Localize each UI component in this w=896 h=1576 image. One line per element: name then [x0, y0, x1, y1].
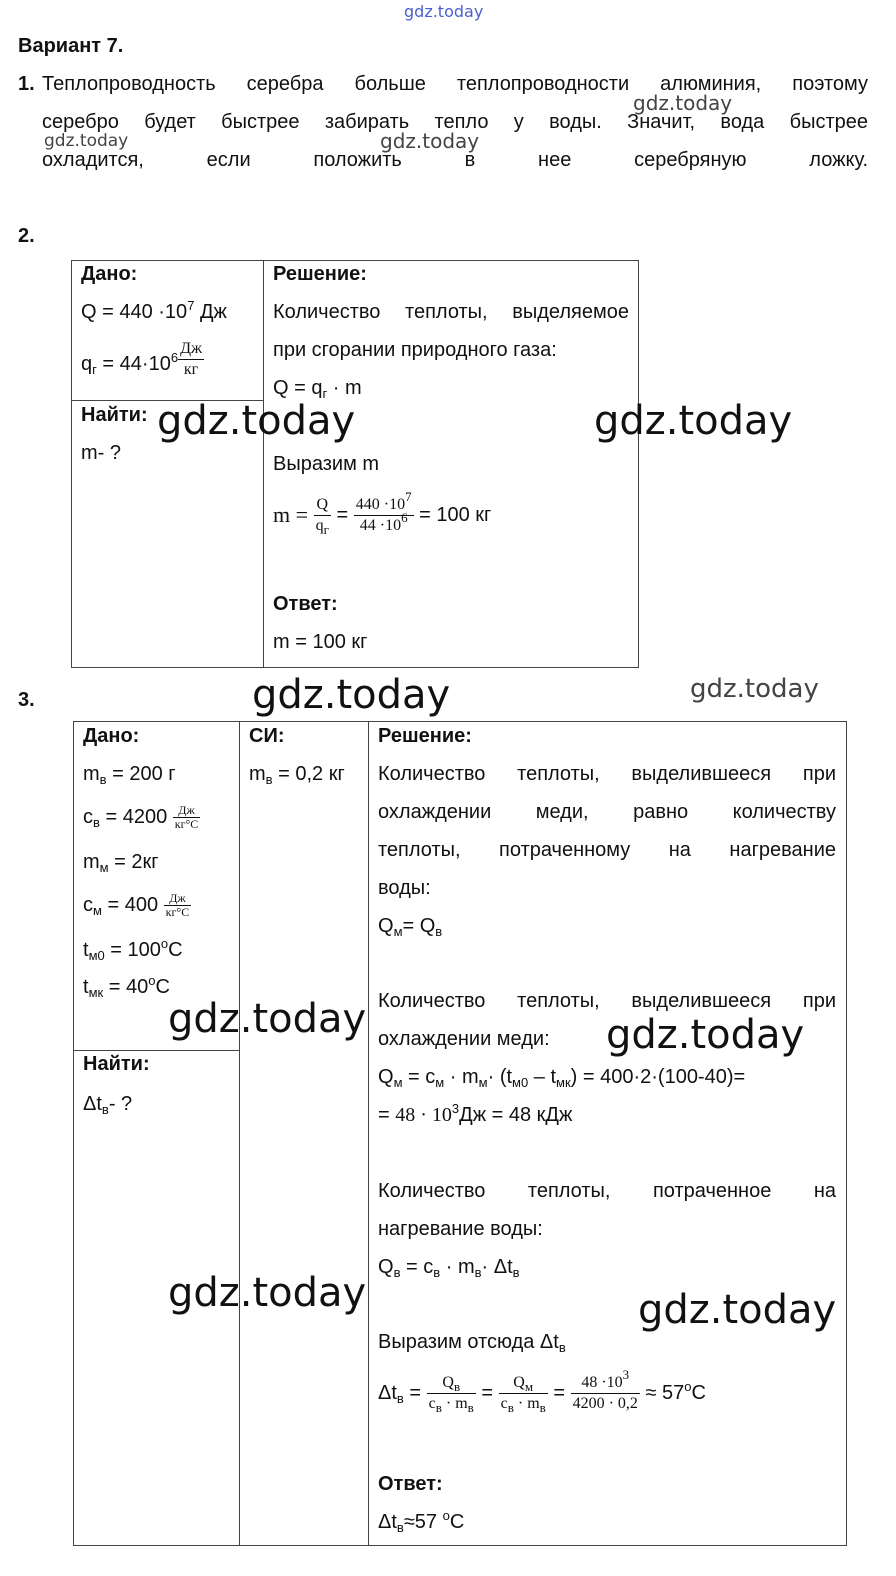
task2-answer-value: m = 100 кг [273, 631, 368, 653]
task3-p3-line1: Количество теплоты, потраченное на [378, 1180, 836, 1202]
task3-given-tmk: $t_{мк} = 40^оС$ [83, 973, 170, 1000]
task2-express: Выразим m [273, 453, 380, 475]
task3-given-tm0: $t_{м0} = 100^оС$ [83, 936, 183, 963]
task3-balance: $Q_м= Q_в$ [378, 915, 443, 939]
task2-given-q: $Q = 440 \cdot 10^7$ Дж [81, 298, 227, 323]
task3-p3-line2: нагревание воды: [378, 1218, 543, 1240]
task1-number: 1. [18, 73, 35, 95]
task2-given-header: Дано: [81, 263, 138, 285]
variant-title: Вариант 7. [18, 35, 124, 57]
task3-answer-value: $\Delta t_в\approx 57$ $^о$С [378, 1508, 465, 1535]
task2-solution-header: Решение: [273, 263, 367, 285]
task3-find-value: $\Delta t_в-$ ? [83, 1093, 133, 1117]
watermark: gdz.today [594, 398, 793, 444]
watermark: gdz.today [380, 129, 480, 153]
task3-p2-line2: охлаждении меди: [378, 1028, 550, 1050]
task3-si-header: СИ: [249, 725, 285, 747]
task3-p1-line2: охлаждении меди, равно количеству [378, 801, 836, 823]
task1-line2: серебро будет быстрее забирать тепло у воды. Значит, вода быстрее [42, 111, 868, 133]
task3-p2-line1: Количество теплоты, выделившееся при [378, 990, 836, 1012]
task2-solution-line2: при сгорании природного газа: [273, 339, 557, 361]
task3-dt-formula: $\Delta t_в$ = $\frac{Q_в}{c_в \cdot m_в}$ = $\frac{Q_м}{c_в \cdot m_в}$ = $\frac{48 \cdot 10^3}{4200 \cdot 0,2}$ ≈ $57^оС$ [378, 1366, 706, 1415]
watermark: gdz.today [606, 1012, 805, 1058]
watermark: gdz.today [44, 131, 129, 151]
task3-answer-header: Ответ: [378, 1473, 443, 1495]
task3-number: 3. [18, 689, 35, 711]
task3-given-mv: $m_в = 200$ г [83, 763, 176, 787]
task3-qm-formula: $Q_м = c_м \cdot m_м\cdot (t_{м0} - t_{мк}) = 400\cdot 2\cdot(100-40)=$ [378, 1066, 746, 1090]
task3-p1-line3: теплоты, потраченному на нагревание [378, 839, 836, 861]
task2-number: 2. [18, 225, 35, 247]
task2-given-qg: $q_г = 44\cdot 10^6$ $\frac{Дж}{кг}$ [81, 340, 203, 379]
watermark-top: gdz.today [404, 2, 484, 21]
task3-p1-line4: воды: [378, 877, 431, 899]
task3-express: Выразим отсюда $\Delta t_в$ [378, 1331, 566, 1355]
task1-line1: Теплопроводность серебра больше теплопроводности алюминия, поэтому [42, 73, 868, 95]
watermark: gdz.today [157, 398, 356, 444]
task3-si-mv: $m_в = 0,2$ кг [249, 763, 345, 787]
task2-m-formula: m = $\frac{Q}{q_г}$ = $\frac{440 \cdot 10^7}{44 \cdot 10^6}$ = 100 кг [273, 488, 492, 537]
task3-solution-header: Решение: [378, 725, 472, 747]
task3-given-mm: $m_м = 2кг$ [83, 851, 159, 875]
task2-solution-line1: Количество теплоты, выделяемое [273, 301, 629, 323]
watermark: gdz.today [690, 674, 819, 704]
task3-qm-result: = $48 \cdot 10^3Дж = 48$ кДж [378, 1101, 573, 1126]
task2-find-header: Найти: [81, 404, 148, 426]
task3-given-cv: $c_в = 4200$ $\frac{Дж}{кг^\circ C}$ [83, 803, 199, 832]
task3-p1-line1: Количество теплоты, выделившееся при [378, 763, 836, 785]
task3-find-header: Найти: [83, 1053, 150, 1075]
task1-line3: охладится, если положить в нее серебряную ложку. [42, 149, 868, 171]
task2-formula: $Q = q_г \cdot m$ [273, 377, 362, 401]
watermark: gdz.today [168, 1270, 367, 1316]
task2-find-value: m- ? [81, 442, 121, 464]
task3-qv-formula: $Q_в = c_в \cdot m_в\cdot \Delta t_в$ [378, 1256, 520, 1280]
task3-given-cm: $c_м = 400$ $\frac{Дж}{кг^\circ C}$ [83, 891, 190, 920]
watermark: gdz.today [638, 1287, 837, 1333]
task3-given-header: Дано: [83, 725, 140, 747]
watermark: gdz.today [633, 91, 733, 115]
watermark: gdz.today [252, 672, 451, 718]
task2-answer-header: Ответ: [273, 593, 338, 615]
watermark: gdz.today [168, 996, 367, 1042]
